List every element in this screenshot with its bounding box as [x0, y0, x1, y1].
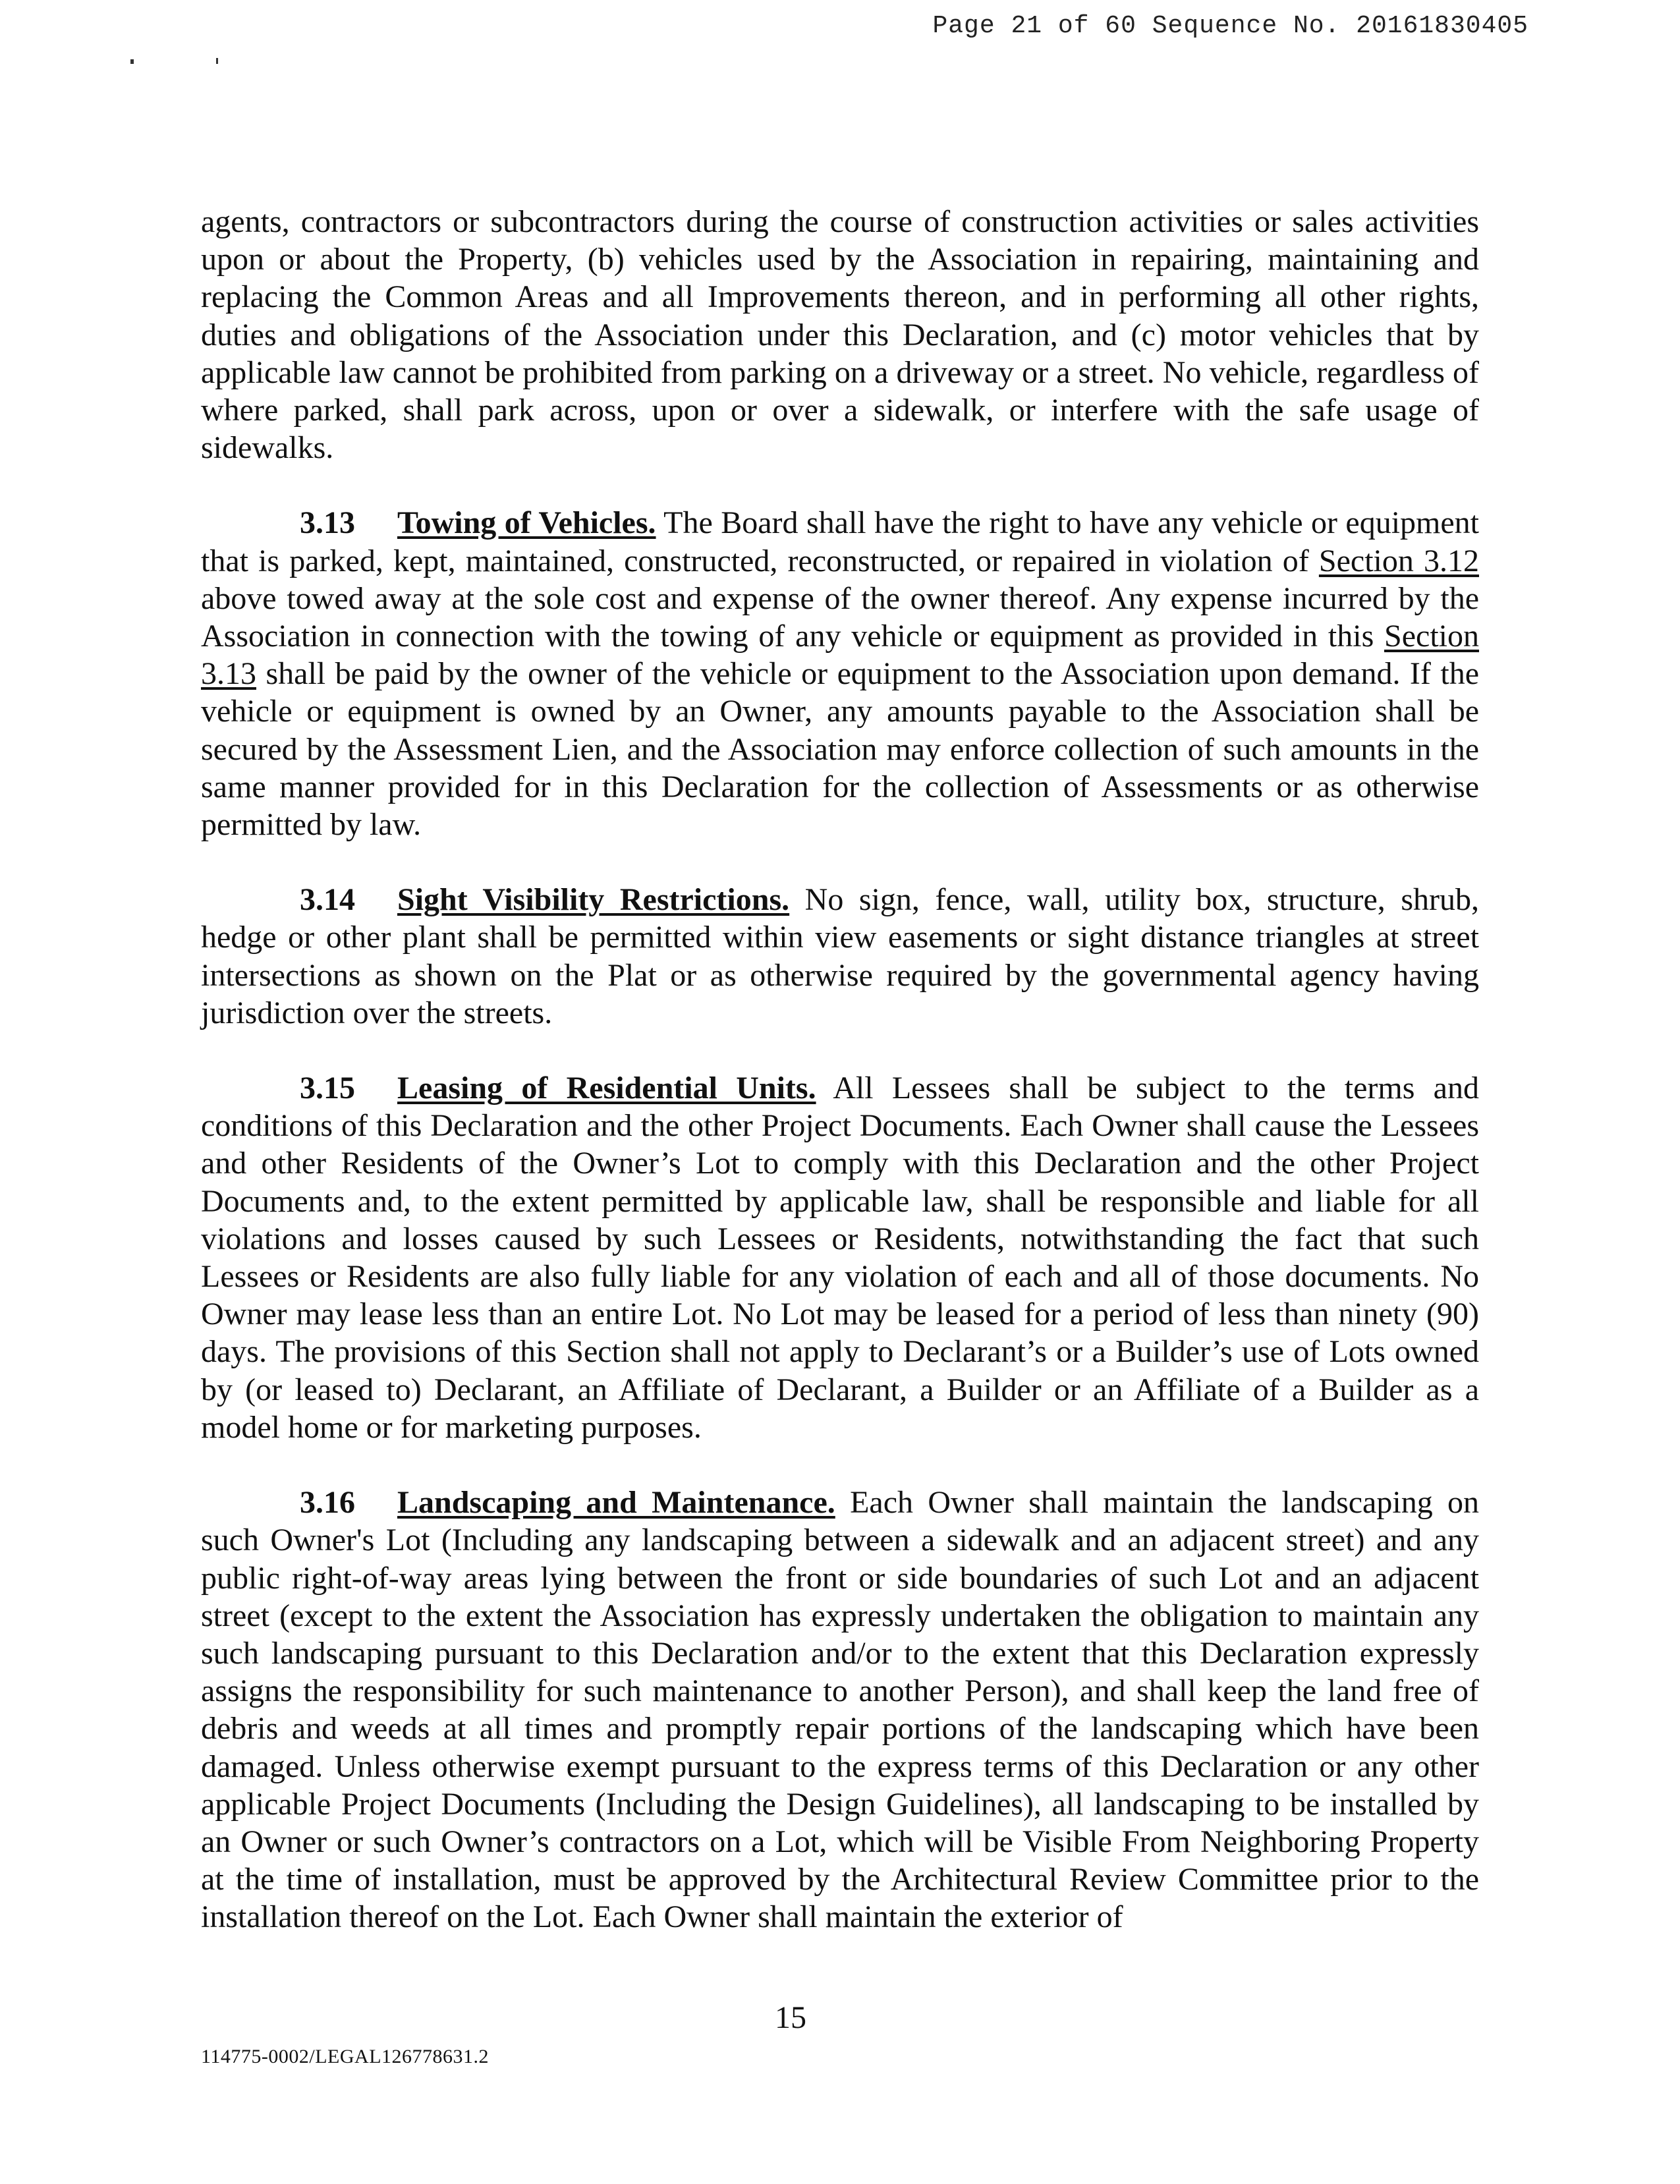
section-text: The Board shall have the right to have any vehicle or equipment that is parked, kept, maintained, constructed, reconstructed, or repaired in violation of: [201, 505, 1480, 578]
document-body: [201, 203, 1479, 1936]
cross-reference-link[interactable]: Section 3.12: [1318, 543, 1479, 578]
section-text: No sign, fence, wall, utility box, structure, shrub, hedge or other plant shall be permitted within view easements or sight distance triangles at street intersections as shown on the Plat or as otherwise required by the governmental agency having jurisdiction over the streets.: [201, 882, 1479, 1030]
section-number: 3.13: [300, 505, 355, 541]
page-sequence-stamp: Page 21 of 60 Sequence No. 20161830405: [932, 12, 1528, 40]
section-3-13: [201, 504, 1479, 843]
section-title: Landscaping and Maintenance.: [397, 1485, 835, 1521]
section-number: 3.16: [300, 1485, 355, 1521]
scan-speck: [216, 58, 218, 64]
section-title: Leasing of Residential Units.: [397, 1071, 816, 1106]
page-number: 15: [775, 2000, 806, 2035]
document-id: 114775-0002/LEGAL126778631.2: [201, 2046, 490, 2067]
section-text: shall be paid by the owner of the vehicle or equipment to the Association upon demand. If the vehicle or equipment is owned by an Owner, any amounts payable to the Association shall be secured by the Assessment Lien, and the Association may enforce collection of such amounts in the same manner provided for in this Declaration for the collection of Assessments or as otherwise permitted by law.: [201, 656, 1479, 843]
section-text: above towed away at the sole cost and expense of the owner thereof. Any expense incurred by the Association in connection with the towing of any vehicle or equipment as provided in this: [201, 580, 1479, 654]
section-text: All Lessees shall be subject to the terms and conditions of this Declaration and the other Project Documents. Each Owner shall cause the Lessees and other Residents of the Owner’s Lot to comply with this Declaration and the other Project Documents and, to the extent permitted by applicable law, shall be responsible and liable for all violations and losses caused by such Lessees or Residents, notwithstanding the fact that such Lessees or Residents are also fully liable for any violation of each and all of those documents. No Owner may lease less than an entire Lot. No Lot may be leased for a period of less than ninety (90) days. The provisions of this Section shall not apply to Declarant’s or a Builder’s use of Lots owned by (or leased to) Declarant, an Affiliate of Declarant, a Builder or an Affiliate of a Builder as a model home or for marketing purposes.: [201, 1071, 1479, 1445]
section-text: Each Owner shall maintain the landscaping on such Owner's Lot (Including any landscaping between a sidewalk and an adjacent street) and any public right-of-way areas lying between the front or side boundaries of such Lot and an adjacent street (except to the extent the Association has expressly undertaken the obligation to maintain any such landscaping pursuant to this Declaration and/or to the extent that this Declaration expressly assigns the responsibility for such maintenance to another Person), and shall keep the land free of debris and weeds at all times and promptly repair portions of the landscaping which have been damaged. Unless otherwise exempt pursuant to the express terms of this Declaration or any other applicable Project Documents (Including the Design Guidelines), all landscaping to be installed by an Owner or such Owner’s contractors on a Lot, which will be Visible From Neighboring Property at the time of installation, must be approved by the Architectural Review Committee prior to the installation thereof on the Lot. Each Owner shall maintain the exterior of: [201, 1485, 1480, 1935]
cross-reference-link[interactable]: Section 3.13: [201, 619, 1479, 692]
scan-speck: [130, 59, 134, 64]
section-title: Sight Visibility Restrictions.: [397, 882, 790, 918]
section-3-15: [201, 1069, 1479, 1446]
section-title: Towing of Vehicles.: [397, 505, 656, 541]
section-number: 3.15: [300, 1071, 355, 1106]
section-3-14: [201, 881, 1479, 1032]
continuation-paragraph: agents, contractors or subcontractors during the course of construction activities or sales activities upon or about the Property, (b) vehicles used by the Association in repairing, maintaining and replacing the Common Areas and all Improvements thereon, and in performing all other rights, duties and obligations of the Association under this Declaration, and (c) motor vehicles that by applicable law cannot be prohibited from parking on a driveway or a street. No vehicle, regardless of where parked, shall park across, upon or over a sidewalk, or interfere with the safe usage of sidewalks.: [201, 204, 1479, 466]
section-number: 3.14: [300, 882, 355, 918]
section-3-16: [201, 1484, 1479, 1936]
